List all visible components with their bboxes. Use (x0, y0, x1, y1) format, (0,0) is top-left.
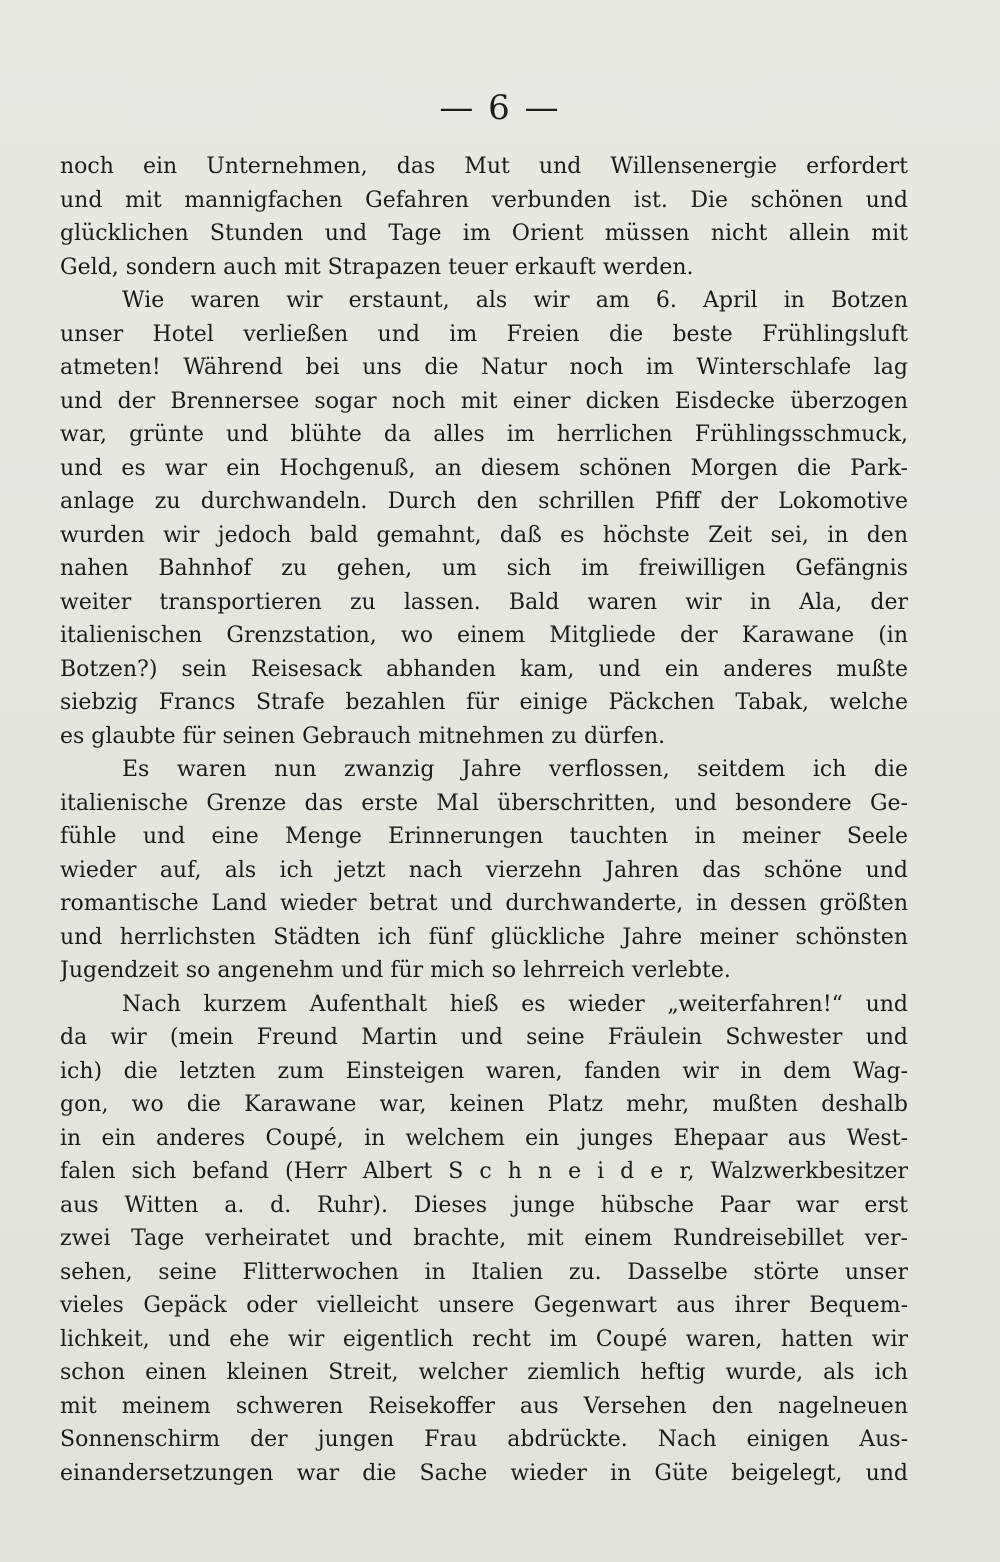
text-line: nahen Bahnhof zu gehen, um sich im freiwilligen Gefängnis (60, 556, 908, 581)
text-line: fühle und eine Menge Erinnerungen tauchten in meiner Seele (60, 824, 908, 849)
text-line: romantische Land wieder betrat und durchwanderte, in dessen größten (60, 891, 908, 916)
text-line: anlage zu durchwandeln. Durch den schrillen Pfiff der Lokomotive (60, 489, 908, 514)
text-line: italienische Grenze das erste Mal überschritten, und besondere Ge- (60, 790, 908, 816)
text-line: war, grünte und blühte da alles im herrlichen Frühlingsschmuck, (60, 422, 908, 447)
text-line: Es waren nun zwanzig Jahre verflossen, seitdem ich die (122, 757, 908, 782)
text-line: glücklichen Stunden und Tage im Orient müssen nicht allein mit (60, 221, 908, 246)
text-line: und es war ein Hochgenuß, an diesem schönen Morgen die Park- (60, 455, 908, 481)
text-line: falen sich befand (Herr Albert S c h n e i d e r, Walzwerkbesitzer (60, 1159, 908, 1184)
text-line: sehen, seine Flitterwochen in Italien zu. Dasselbe störte unser (60, 1259, 908, 1285)
text-line: gon, wo die Karawane war, keinen Platz mehr, mußten deshalb (60, 1092, 908, 1117)
text-line: noch ein Unternehmen, das Mut und Willensenergie erfordert (60, 154, 908, 179)
text-line: Nach kurzem Aufenthalt hieß es wieder „weiterfahren!“ und (122, 991, 908, 1017)
text-line: wurden wir jedoch bald gemahnt, daß es höchste Zeit sei, in den (60, 522, 908, 548)
text-line: und mit mannigfachen Gefahren verbunden ist. Die schönen und (60, 187, 908, 213)
text-line: mit meinem schweren Reisekoffer aus Versehen den nagelneuen (60, 1393, 908, 1419)
text-line: vieles Gepäck oder vielleicht unsere Gegenwart aus ihrer Bequem- (60, 1293, 908, 1318)
text-line: Jugendzeit so angenehm und für mich so lehrreich verlebte. (60, 958, 731, 983)
text-line: schon einen kleinen Streit, welcher ziemlich heftig wurde, als ich (60, 1360, 908, 1385)
text-line: und herrlichsten Städten ich fünf glückliche Jahre meiner schönsten (60, 924, 908, 950)
text-line: Geld, sondern auch mit Strapazen teuer erkauft werden. (60, 254, 694, 280)
text-line: atmeten! Während bei uns die Natur noch im Winterschlafe lag (60, 355, 908, 380)
text-line: wieder auf, als ich jetzt nach vierzehn Jahren das schöne und (60, 857, 908, 883)
text-line: einandersetzungen war die Sache wieder in Güte beigelegt, und (60, 1460, 908, 1486)
text-line: lichkeit, und ehe wir eigentlich recht im Coupé waren, hatten wir (60, 1326, 908, 1352)
text-line: ich) die letzten zum Einsteigen waren, fanden wir in dem Wag- (60, 1058, 908, 1084)
text-line: weiter transportieren zu lassen. Bald waren wir in Ala, der (60, 589, 908, 615)
text-line: da wir (mein Freund Martin und seine Fräulein Schwester und (60, 1025, 908, 1050)
text-line: zwei Tage verheiratet und brachte, mit einem Rundreisebillet ver- (60, 1226, 908, 1251)
text-line: italienischen Grenzstation, wo einem Mitgliede der Karawane (in (60, 623, 908, 648)
text-line: unser Hotel verließen und im Freien die beste Frühlingsluft (60, 321, 908, 347)
text-line: aus Witten a. d. Ruhr). Dieses junge hübsche Paar war erst (60, 1192, 908, 1218)
text-line: und der Brennersee sogar noch mit einer dicken Eisdecke überzogen (60, 388, 908, 414)
text-line: Botzen?) sein Reisesack abhanden kam, und ein anderes mußte (60, 656, 908, 682)
body-text (60, 150, 908, 1490)
page-number: — 6 — (439, 88, 561, 128)
text-line: in ein anderes Coupé, in welchem ein junges Ehepaar aus West- (60, 1125, 908, 1151)
text-line: Sonnenschirm der jungen Frau abdrückte. Nach einigen Aus- (60, 1427, 908, 1452)
text-line: Wie waren wir erstaunt, als wir am 6. April in Botzen (122, 288, 908, 313)
text-line: es glaubte für seinen Gebrauch mitnehmen zu dürfen. (60, 723, 666, 749)
text-line: siebzig Francs Strafe bezahlen für einige Päckchen Tabak, welche (60, 690, 908, 715)
